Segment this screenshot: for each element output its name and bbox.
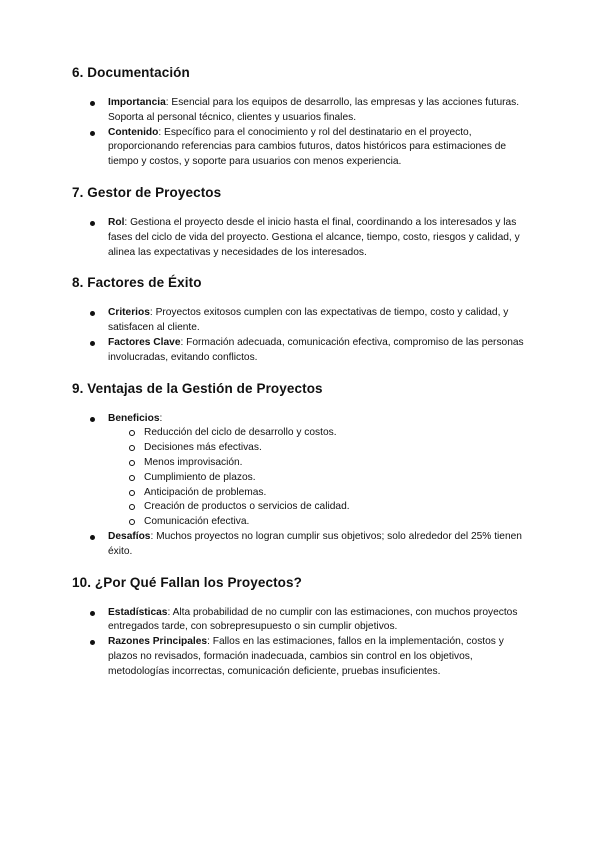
document-page: [72, 64, 532, 694]
bullet-list: [72, 216, 532, 260]
list-item: [72, 96, 532, 126]
item-text: : Gestiona el proyecto desde el inicio hasta el final, coordinando a los interesados y las fases del ciclo de vida del proyecto. Gestiona el alcance, tiempo, costo, riesgos y calidad, y alinea las expectativas y necesidades de los interesados.: [108, 216, 520, 258]
list-item: [72, 635, 532, 679]
list-item: [72, 336, 532, 366]
item-text: :: [159, 412, 163, 424]
item-term: Beneficios: [108, 412, 160, 424]
item-text: : Alta probabilidad de no cumplir con las estimaciones, con muchos proyectos entregados tarde, con sobrepresupuesto o sin cumplir objetivos.: [108, 606, 518, 633]
list-item: [72, 306, 532, 336]
list-item: [72, 412, 532, 530]
section-factores-de-exito: [72, 274, 532, 365]
bullet-list: [72, 306, 532, 365]
item-text: : Específico para el conocimiento y rol del destinatario en el proyecto, proporcionando referencias para cambios futuros, datos históricos para estimaciones de tiempo y costos, y soporte para usuarios con menos experiencia.: [108, 126, 507, 168]
bullet-list: [72, 606, 532, 680]
item-term: Razones Principales: [108, 636, 208, 648]
sub-bullet-list: [108, 426, 532, 530]
list-item: [72, 606, 532, 636]
section-title: 6. Documentación: [72, 65, 190, 80]
section-title: 10. ¿Por Qué Fallan los Proyectos?: [72, 574, 302, 590]
item-text: : Fallos en las estimaciones, fallos en la implementación, costos y plazos no revisados, formación inadecuada, cambios sin control en los objetivos, metodologías incorrectas, comunicación deficiente, pruebas insuficientes.: [108, 636, 504, 677]
section-title: 9. Ventajas de la Gestión de Proyectos: [72, 380, 323, 396]
item-text: : Proyectos exitosos cumplen con las expectativas de tiempo, costo y calidad, y satisfacen al cliente.: [108, 307, 509, 334]
section-ventajas: [72, 380, 532, 560]
bullet-list: [72, 96, 532, 170]
section-title: 8. Factores de Éxito: [72, 275, 202, 291]
item-term: Desafíos: [108, 530, 151, 542]
item-term: Criterios: [108, 307, 150, 319]
item-term: Factores Clave: [108, 336, 181, 348]
list-item: [72, 126, 532, 170]
item-term: Rol: [108, 216, 125, 228]
item-term: Importancia: [108, 97, 166, 108]
sub-list-item: Comunicación efectiva.: [108, 515, 532, 530]
section-gestor-de-proyectos: [72, 184, 532, 260]
list-item: [72, 216, 532, 260]
section-title: 7. Gestor de Proyectos: [72, 184, 222, 200]
sub-list-item: Reducción del ciclo de desarrollo y costos.: [108, 426, 532, 441]
sub-list-item: Anticipación de problemas.: [108, 486, 532, 501]
sub-list-item: Menos improvisación.: [108, 456, 532, 471]
item-text: : Muchos proyectos no logran cumplir sus objetivos; solo alrededor del 25% tienen éxito.: [108, 530, 522, 557]
item-term: Contenido: [108, 126, 159, 138]
section-por-que-fallan: [72, 574, 532, 680]
item-term: Estadísticas: [108, 606, 168, 618]
section-documentacion: [72, 64, 532, 170]
bullet-list: [72, 412, 532, 560]
item-text: : Esencial para los equipos de desarrollo, las empresas y las acciones futuras. Soporta al personal técnico, clientes y usuarios finales.: [108, 97, 520, 123]
sub-list-item: Decisiones más efectivas.: [108, 441, 532, 456]
sub-list-item: Cumplimiento de plazos.: [108, 471, 532, 486]
item-text: : Formación adecuada, comunicación efectiva, compromiso de las personas involucradas, evitando conflictos.: [108, 336, 524, 363]
sub-list-item: Creación de productos o servicios de calidad.: [108, 500, 532, 515]
list-item: [72, 530, 532, 560]
